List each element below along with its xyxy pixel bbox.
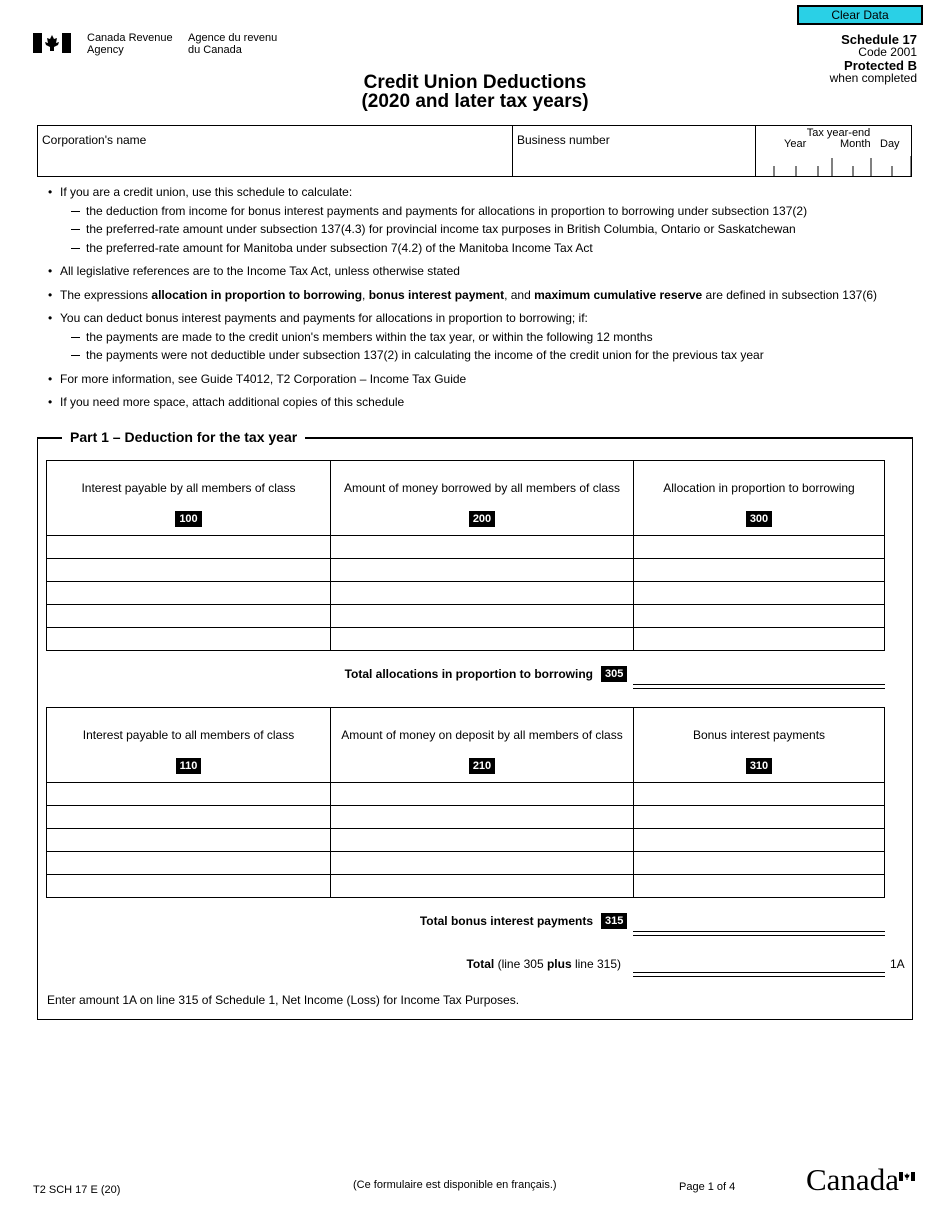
input-310[interactable]: [634, 783, 885, 806]
total-word: Total: [466, 957, 495, 971]
column-label: Amount of money borrowed by all members of class: [343, 481, 621, 495]
input-210[interactable]: [331, 829, 634, 852]
page-number: Page 1 of 4: [679, 1181, 736, 1193]
input-210[interactable]: [331, 783, 634, 806]
input-210[interactable]: [331, 852, 634, 875]
schedule-code: Code 2001: [858, 45, 917, 59]
instruction-bullet: [48, 309, 928, 365]
total-text: (line 305: [494, 957, 547, 971]
total-305-label: Total allocations in proportion to borrowing: [344, 667, 593, 681]
day-label: Day: [880, 138, 900, 150]
schedule-number: Schedule 17: [841, 32, 917, 47]
instruction-bullet: [48, 370, 928, 389]
input-210[interactable]: [331, 875, 634, 898]
instruction-bullet: [48, 183, 928, 257]
table-row: [47, 559, 885, 582]
term-bonus-interest: bonus interest payment: [368, 287, 505, 302]
input-300[interactable]: [634, 582, 885, 605]
total-text: line 315): [571, 957, 621, 971]
table-row: [47, 628, 885, 651]
line-code-100: 100: [175, 511, 201, 527]
input-200[interactable]: [331, 536, 634, 559]
line-code-305: 305: [601, 666, 627, 682]
department-name-french: [188, 32, 277, 56]
enter-amount-note: Enter amount 1A on line 315 of Schedule 1, Net Income (Loss) for Income Tax Purposes.: [47, 993, 520, 1007]
month-label: Month: [840, 138, 871, 150]
instruction-text: The expressions: [60, 287, 152, 302]
dept-en-line-2: Agency: [87, 44, 124, 56]
input-300[interactable]: [634, 536, 885, 559]
instruction-bullet: [48, 393, 928, 412]
total-1a-field[interactable]: [633, 958, 885, 973]
input-310[interactable]: [634, 852, 885, 875]
instruction-sub-item: the deduction from income for bonus interest payments and payments for allocations in proportion to borrowing under subsection 137(2): [60, 202, 928, 221]
instruction-text: • You can deduct bonus interest payments and payments for allocations in proportion to borrowing; if:: [60, 311, 588, 325]
input-110[interactable]: [47, 783, 331, 806]
form-title-line-2: (2020 and later tax years): [361, 91, 589, 112]
tax-year-end-label: Tax year-end: [806, 127, 871, 139]
total-1a-label: [300, 957, 621, 971]
input-110[interactable]: [47, 829, 331, 852]
input-200[interactable]: [331, 605, 634, 628]
allocation-table: [46, 460, 885, 651]
column-label: Interest payable by all members of class: [81, 481, 296, 495]
instruction-sub-item: the preferred-rate amount under subsection 137(4.3) for provincial income tax purposes in British Columbia, Ontario or Saskatchewan: [60, 220, 928, 239]
instructions-list: [48, 183, 928, 417]
year-label: Year: [784, 138, 807, 150]
instruction-text: ,: [362, 287, 369, 302]
double-underline: [633, 976, 885, 977]
clear-data-button[interactable]: Clear Data: [797, 5, 923, 25]
when-completed-label: when completed: [829, 71, 917, 85]
term-maximum-reserve: maximum cumulative reserve: [534, 287, 703, 302]
line-ref-1a: 1A: [890, 957, 905, 971]
term-allocation: allocation in proportion to borrowing: [151, 287, 363, 302]
column-header-200: [331, 461, 634, 536]
input-100[interactable]: [47, 536, 331, 559]
table-row: [47, 783, 885, 806]
form-title: [0, 73, 950, 111]
input-100[interactable]: [47, 628, 331, 651]
input-300[interactable]: [634, 605, 885, 628]
column-label: Allocation in proportion to borrowing: [663, 481, 855, 495]
column-label: Amount of money on deposit by all members of class: [341, 728, 623, 742]
input-110[interactable]: [47, 806, 331, 829]
input-300[interactable]: [634, 559, 885, 582]
line-code-300: 300: [746, 511, 772, 527]
instruction-text: • If you are a credit union, use this schedule to calculate:: [60, 185, 353, 199]
line-code-200: 200: [469, 511, 495, 527]
dept-en-line-1: Canada Revenue: [87, 32, 173, 44]
part-1-title: Part 1 – Deduction for the tax year: [62, 428, 305, 446]
input-200[interactable]: [331, 628, 634, 651]
double-underline: [633, 688, 885, 689]
instruction-text: , and: [504, 287, 535, 302]
identification-box: [37, 125, 912, 177]
input-200[interactable]: [331, 559, 634, 582]
date-tick-marks: [756, 156, 911, 176]
total-315-label: Total bonus interest payments: [419, 914, 593, 928]
input-100[interactable]: [47, 559, 331, 582]
plus-word: plus: [546, 957, 572, 971]
table-row: [47, 875, 885, 898]
form-title-line-1: Credit Union Deductions: [363, 72, 587, 93]
column-header-100: [47, 461, 331, 536]
business-number-label: Business number: [517, 133, 610, 147]
department-name-english: [87, 32, 173, 56]
line-code-210: 210: [469, 758, 495, 774]
table-row: [47, 536, 885, 559]
french-availability-note: (Ce formulaire est disponible en français.): [353, 1179, 557, 1191]
column-label: Interest payable to all members of class: [82, 728, 295, 742]
instruction-text: All legislative references are to the Income Tax Act, unless otherwise stated: [60, 264, 460, 278]
instruction-text: For more information, see Guide T4012, T2 Corporation – Income Tax Guide: [60, 371, 467, 386]
instruction-text: are defined in subsection 137(6): [702, 287, 877, 302]
column-header-210: [331, 708, 634, 783]
protected-label: Protected B: [844, 58, 917, 73]
input-110[interactable]: [47, 852, 331, 875]
column-header-310: [634, 708, 885, 783]
table-row: [47, 582, 885, 605]
input-100[interactable]: [47, 605, 331, 628]
input-310[interactable]: [634, 829, 885, 852]
column-header-300: [634, 461, 885, 536]
table-row: [47, 829, 885, 852]
corporation-name-field[interactable]: [38, 126, 513, 176]
input-210[interactable]: [331, 806, 634, 829]
total-305-field[interactable]: [633, 668, 885, 685]
input-300[interactable]: [634, 628, 885, 651]
line-code-315: 315: [601, 913, 627, 929]
dept-fr-line-1: Agence du revenu: [188, 32, 278, 44]
canada-flag-icon: [33, 33, 71, 53]
instruction-sub-item: the preferred-rate amount for Manitoba under subsection 7(4.2) of the Manitoba Income Tax Act: [60, 239, 928, 258]
instruction-text: If you need more space, attach additional copies of this schedule: [60, 395, 405, 409]
input-110[interactable]: [47, 875, 331, 898]
double-underline: [633, 935, 885, 936]
column-label: Bonus interest payments: [692, 728, 826, 742]
instruction-bullet: [48, 286, 928, 305]
business-number-field[interactable]: [513, 126, 756, 176]
form-identifier: T2 SCH 17 E (20): [33, 1184, 121, 1196]
corporation-name-label: Corporation's name: [42, 133, 147, 147]
line-code-310: 310: [746, 758, 772, 774]
table-row: [47, 605, 885, 628]
total-315-field[interactable]: [633, 915, 885, 932]
table-row: [47, 806, 885, 829]
instruction-sub-item: the payments were not deductible under subsection 137(2) in calculating the income of the credit union for the previous tax year: [60, 346, 928, 365]
input-310[interactable]: [634, 875, 885, 898]
input-100[interactable]: [47, 582, 331, 605]
wordmark-flag-icon: [899, 1168, 915, 1177]
tax-year-end-field[interactable]: [756, 126, 911, 176]
column-header-110: [47, 708, 331, 783]
input-310[interactable]: [634, 806, 885, 829]
input-200[interactable]: [331, 582, 634, 605]
instruction-sub-item: the payments are made to the credit union's members within the tax year, or within the following 12 months: [60, 328, 928, 347]
table-row: [47, 852, 885, 875]
instruction-bullet: [48, 262, 928, 281]
line-code-110: 110: [176, 758, 202, 774]
bonus-interest-table: [46, 707, 885, 898]
canada-wordmark: Canada: [806, 1162, 899, 1197]
dept-fr-line-2: du Canada: [188, 44, 242, 56]
